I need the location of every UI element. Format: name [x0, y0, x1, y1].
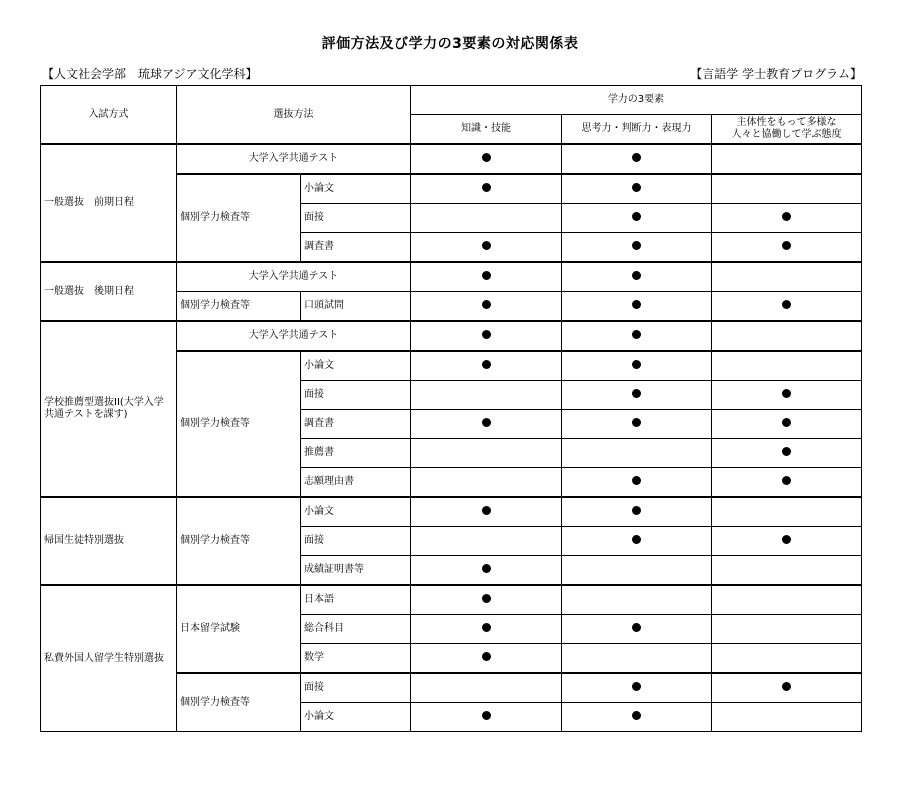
thinking-cell: [562, 174, 712, 204]
attitude-cell: [712, 673, 862, 703]
header-exam-type: 入試方式: [41, 86, 177, 145]
knowledge-cell: [411, 703, 562, 732]
thinking-cell: [562, 439, 712, 468]
knowledge-cell: [411, 233, 562, 263]
filled-circle-icon: [482, 153, 491, 162]
attitude-cell: [712, 292, 862, 322]
filled-circle-icon: [482, 183, 491, 192]
attitude-cell: [712, 497, 862, 527]
attitude-cell: [712, 351, 862, 381]
thinking-cell: [562, 527, 712, 556]
filled-circle-icon: [482, 271, 491, 280]
thinking-cell: [562, 615, 712, 644]
method-category-cell: 日本留学試験: [177, 585, 301, 673]
filled-circle-icon: [632, 506, 641, 515]
method-cell: 大学入学共通テスト: [177, 262, 411, 292]
header-knowledge: 知識・技能: [411, 115, 562, 145]
attitude-cell: [712, 233, 862, 263]
attitude-cell: [712, 204, 862, 233]
attitude-cell: [712, 381, 862, 410]
method-item-cell: 面接: [301, 204, 411, 233]
knowledge-cell: [411, 468, 562, 498]
header-attitude-line2: 人々と協働して学ぶ態度: [731, 129, 842, 140]
filled-circle-icon: [632, 300, 641, 309]
knowledge-cell: [411, 204, 562, 233]
page-title: 評価方法及び学力の3要素の対応関係表: [321, 36, 579, 52]
table-row: [41, 497, 862, 527]
filled-circle-icon: [632, 153, 641, 162]
header-attitude-line1: 主体性をもって多様な: [736, 117, 837, 128]
filled-circle-icon: [482, 418, 491, 427]
attitude-cell: [712, 262, 862, 292]
knowledge-cell: [411, 644, 562, 674]
thinking-cell: [562, 497, 712, 527]
method-item-cell: 志願理由書: [301, 468, 411, 498]
thinking-cell: [562, 381, 712, 410]
header-three-elements: 学力の3要素: [411, 86, 862, 115]
method-item-cell: 面接: [301, 527, 411, 556]
filled-circle-icon: [782, 476, 791, 485]
knowledge-cell: [411, 585, 562, 615]
attitude-cell: [712, 615, 862, 644]
header-selection-method: 選抜方法: [177, 86, 411, 145]
knowledge-cell: [411, 439, 562, 468]
attitude-cell: [712, 144, 862, 174]
exam-type-cell: 帰国生徒特別選抜: [41, 497, 177, 585]
method-item-cell: 小論文: [301, 497, 411, 527]
knowledge-cell: [411, 497, 562, 527]
method-item-cell: 推薦書: [301, 439, 411, 468]
filled-circle-icon: [782, 535, 791, 544]
filled-circle-icon: [782, 300, 791, 309]
method-category-cell: 個別学力検査等: [177, 174, 301, 262]
filled-circle-icon: [482, 564, 491, 573]
thinking-cell: [562, 321, 712, 351]
header-thinking: 思考力・判断力・表現力: [562, 115, 712, 145]
filled-circle-icon: [482, 330, 491, 339]
knowledge-cell: [411, 673, 562, 703]
evaluation-table: [40, 85, 862, 732]
filled-circle-icon: [632, 682, 641, 691]
exam-type-cell: 学校推薦型選抜II(大学入学共通テストを課す): [41, 321, 177, 497]
filled-circle-icon: [482, 652, 491, 661]
thinking-cell: [562, 468, 712, 498]
knowledge-cell: [411, 321, 562, 351]
knowledge-cell: [411, 410, 562, 439]
attitude-cell: [712, 439, 862, 468]
knowledge-cell: [411, 292, 562, 322]
thinking-cell: [562, 262, 712, 292]
thinking-cell: [562, 351, 712, 381]
method-item-cell: 小論文: [301, 703, 411, 732]
table-row: [41, 585, 862, 615]
attitude-cell: [712, 527, 862, 556]
filled-circle-icon: [782, 212, 791, 221]
attitude-cell: [712, 644, 862, 674]
filled-circle-icon: [482, 506, 491, 515]
attitude-cell: [712, 703, 862, 732]
filled-circle-icon: [782, 682, 791, 691]
filled-circle-icon: [482, 300, 491, 309]
method-item-cell: 成績証明書等: [301, 556, 411, 586]
attitude-cell: [712, 468, 862, 498]
table-row: [41, 262, 862, 292]
filled-circle-icon: [782, 241, 791, 250]
knowledge-cell: [411, 381, 562, 410]
filled-circle-icon: [632, 212, 641, 221]
filled-circle-icon: [482, 594, 491, 603]
filled-circle-icon: [482, 360, 491, 369]
exam-type-cell: 一般選抜 後期日程: [41, 262, 177, 321]
attitude-cell: [712, 321, 862, 351]
table-row: [41, 144, 862, 174]
filled-circle-icon: [632, 476, 641, 485]
filled-circle-icon: [632, 271, 641, 280]
filled-circle-icon: [632, 389, 641, 398]
knowledge-cell: [411, 262, 562, 292]
header-row: [41, 86, 862, 115]
knowledge-cell: [411, 351, 562, 381]
filled-circle-icon: [632, 418, 641, 427]
method-item-cell: 日本語: [301, 585, 411, 615]
method-cell: 大学入学共通テスト: [177, 321, 411, 351]
knowledge-cell: [411, 527, 562, 556]
filled-circle-icon: [632, 241, 641, 250]
filled-circle-icon: [482, 623, 491, 632]
thinking-cell: [562, 703, 712, 732]
method-item-cell: 小論文: [301, 174, 411, 204]
thinking-cell: [562, 292, 712, 322]
filled-circle-icon: [632, 360, 641, 369]
knowledge-cell: [411, 556, 562, 586]
knowledge-cell: [411, 144, 562, 174]
method-item-cell: 面接: [301, 673, 411, 703]
filled-circle-icon: [632, 623, 641, 632]
thinking-cell: [562, 144, 712, 174]
filled-circle-icon: [632, 711, 641, 720]
thinking-cell: [562, 204, 712, 233]
attitude-cell: [712, 174, 862, 204]
method-category-cell: 個別学力検査等: [177, 673, 301, 732]
method-category-cell: 個別学力検査等: [177, 497, 301, 585]
method-cell: 大学入学共通テスト: [177, 144, 411, 174]
method-item-cell: 口頭試問: [301, 292, 411, 322]
filled-circle-icon: [782, 418, 791, 427]
attitude-cell: [712, 585, 862, 615]
method-item-cell: 調査書: [301, 410, 411, 439]
knowledge-cell: [411, 615, 562, 644]
thinking-cell: [562, 556, 712, 586]
exam-type-cell: 私費外国人留学生特別選抜: [41, 585, 177, 732]
method-item-cell: 総合科目: [301, 615, 411, 644]
filled-circle-icon: [782, 389, 791, 398]
thinking-cell: [562, 585, 712, 615]
program-label: 【言語学 学士教育プログラム】: [690, 67, 862, 81]
filled-circle-icon: [632, 330, 641, 339]
method-item-cell: 小論文: [301, 351, 411, 381]
attitude-cell: [712, 410, 862, 439]
method-item-cell: 調査書: [301, 233, 411, 263]
filled-circle-icon: [632, 535, 641, 544]
header-attitude: [712, 115, 862, 145]
filled-circle-icon: [482, 241, 491, 250]
filled-circle-icon: [782, 447, 791, 456]
method-category-cell: 個別学力検査等: [177, 351, 301, 497]
attitude-cell: [712, 556, 862, 586]
thinking-cell: [562, 233, 712, 263]
thinking-cell: [562, 410, 712, 439]
method-category-cell: 個別学力検査等: [177, 292, 301, 322]
method-item-cell: 数学: [301, 644, 411, 674]
thinking-cell: [562, 673, 712, 703]
method-item-cell: 面接: [301, 381, 411, 410]
filled-circle-icon: [632, 183, 641, 192]
thinking-cell: [562, 644, 712, 674]
filled-circle-icon: [482, 711, 491, 720]
knowledge-cell: [411, 174, 562, 204]
table-row: [41, 321, 862, 351]
exam-type-cell: 一般選抜 前期日程: [41, 144, 177, 262]
faculty-label: 【人文社会学部 琉球アジア文化学科】: [42, 67, 258, 81]
